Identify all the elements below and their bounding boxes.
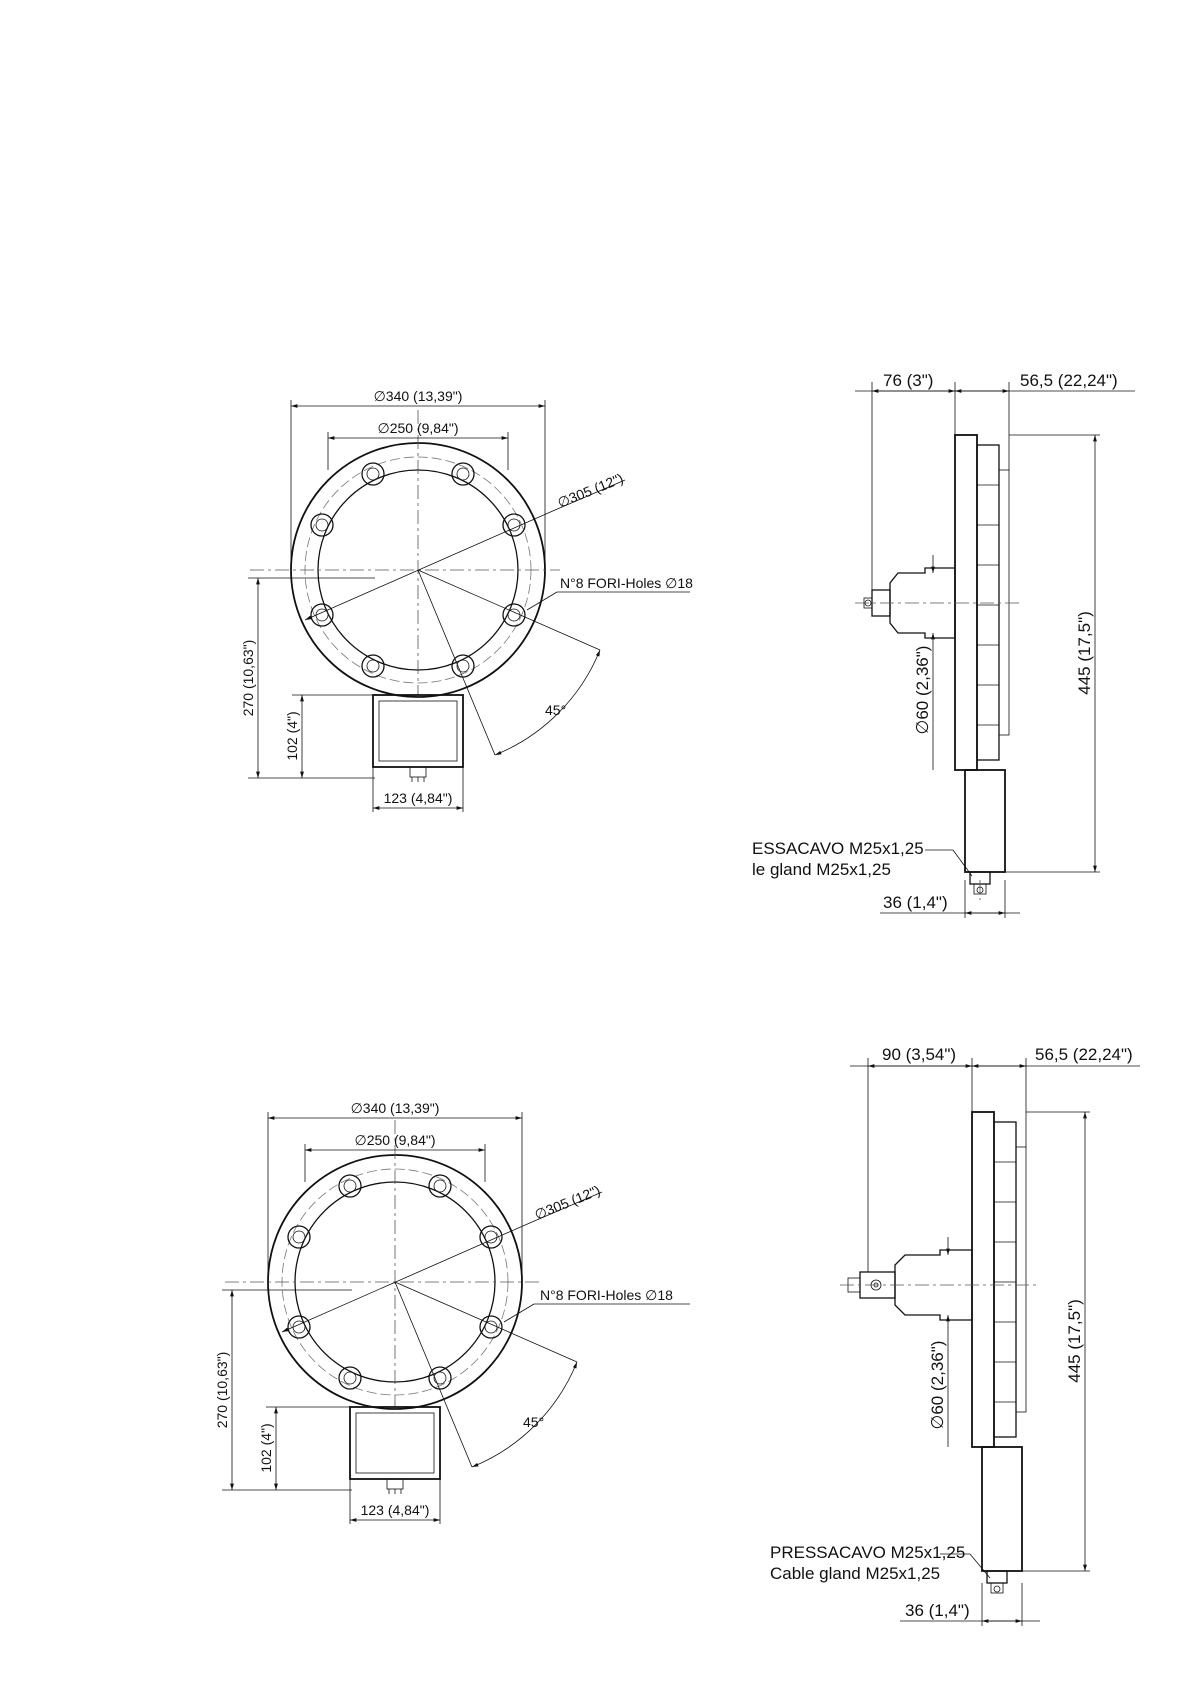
dim-d340: ∅340 (13,39"): [350, 1100, 440, 1116]
dim-w123: 123 (4,84"): [360, 1502, 430, 1518]
dim-h270: 270 (10,63"): [240, 639, 256, 717]
dim-d250: ∅250 (9,84"): [377, 420, 459, 436]
front-view-2: [214, 1100, 690, 1524]
dim-angle: 45°: [523, 1414, 545, 1430]
dim-shaft-d60: ∅60 (2,36"): [913, 645, 932, 735]
label-gland-it: ESSACAVO M25x1,25: [752, 839, 924, 858]
dim-depth-motor: 76 (3"): [883, 371, 934, 390]
side-view-2: [770, 1045, 1140, 1626]
label-gland-it: PRESSACAVO M25x1,25: [770, 1543, 966, 1562]
label-gland-en: le gland M25x1,25: [752, 860, 891, 879]
front-view-1: [240, 388, 693, 812]
label-holes: N°8 FORI-Holes ∅18: [560, 575, 693, 591]
dim-depth-flange: 56,5 (22,24"): [1035, 1045, 1133, 1064]
dim-d250: ∅250 (9,84"): [354, 1132, 436, 1148]
label-holes: N°8 FORI-Holes ∅18: [540, 1287, 673, 1303]
dim-h102: 102 (4"): [258, 1423, 274, 1473]
label-gland-en: Cable gland M25x1,25: [770, 1564, 941, 1583]
dim-d340: ∅340 (13,39"): [373, 388, 463, 404]
dim-angle: 45°: [545, 702, 567, 718]
dim-w123: 123 (4,84"): [383, 790, 453, 806]
dim-h270: 270 (10,63"): [214, 1351, 230, 1429]
dim-shaft-d60: ∅60 (2,36"): [928, 1340, 947, 1430]
dim-h102: 102 (4"): [284, 711, 300, 761]
dim-height-445: 445 (17,5"): [1065, 1299, 1084, 1383]
dim-width-36: 36 (1,4"): [905, 1601, 970, 1620]
dim-d305: ∅305 (12"): [555, 469, 626, 511]
dim-depth-motor: 90 (3,54"): [882, 1045, 957, 1064]
dim-width-36: 36 (1,4"): [883, 893, 948, 912]
dim-d305: ∅305 (12"): [532, 1181, 603, 1223]
dim-height-445: 445 (17,5"): [1075, 611, 1094, 695]
dim-depth-flange: 56,5 (22,24"): [1020, 371, 1118, 390]
side-view-1: [752, 371, 1135, 918]
